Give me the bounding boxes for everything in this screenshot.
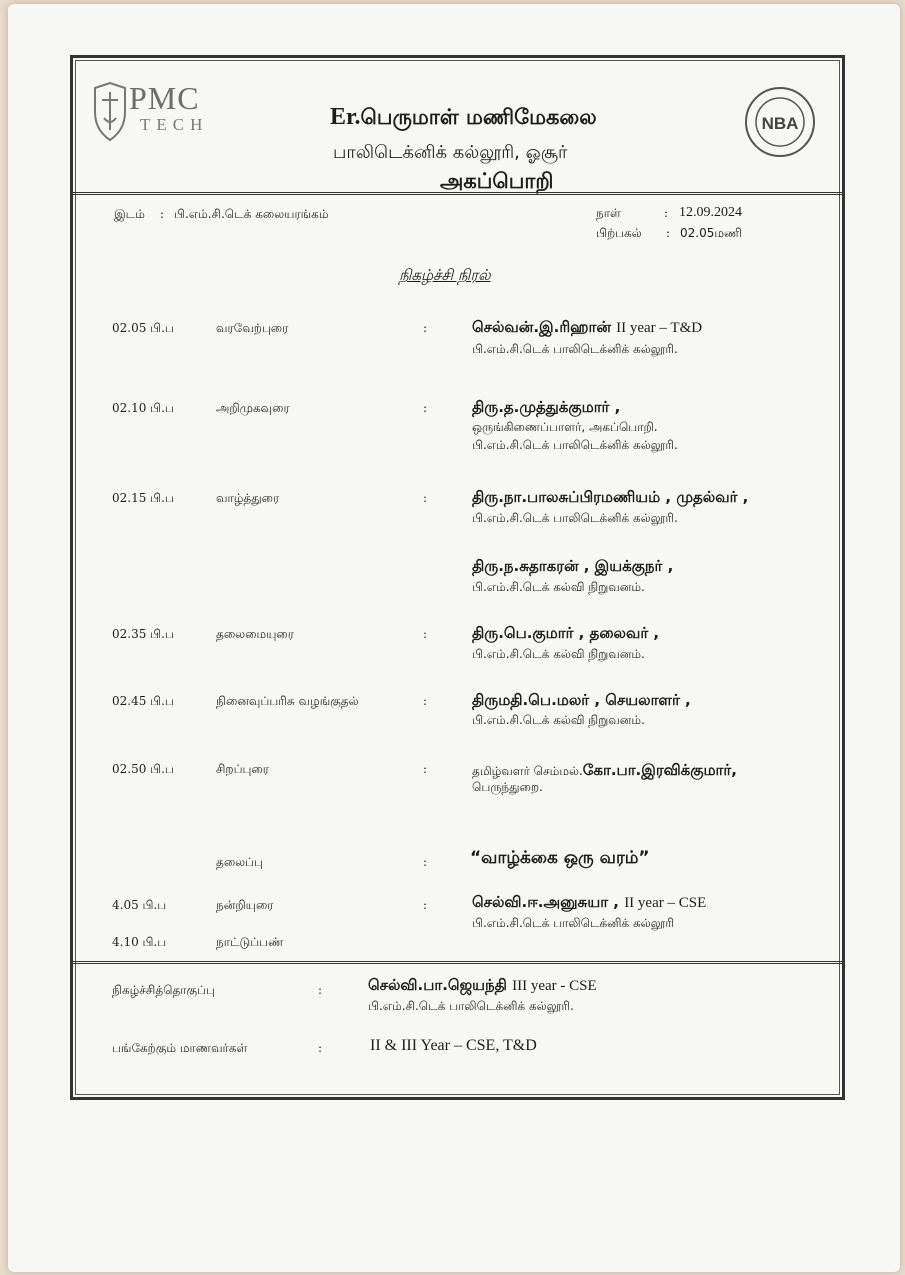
row7-sep: :: [423, 762, 428, 776]
footer-divider: [73, 961, 842, 964]
row1-item: வரவேற்புரை: [216, 321, 289, 335]
compere-name: [368, 976, 597, 996]
row5-line1: பி.எம்.சி.டெக் கல்வி நிறுவனம்.: [472, 647, 645, 661]
row2-item: அறிமுகவுரை: [216, 401, 290, 415]
time-sep: :: [666, 226, 671, 240]
college-name: பெருமாள் மணிமேகலை: [360, 105, 597, 129]
row3-time: 02.15 பி.ப: [112, 491, 174, 505]
row7-line1: பெருந்துறை.: [472, 780, 543, 794]
venue-value: பி.எம்.சி.டெக் கலையரங்கம்: [174, 207, 329, 221]
college-name-line2: பாலிடெக்னிக் கல்லூரி, ஓசூர்: [333, 142, 568, 163]
row5-name: திரு.பெ.குமார் , தலைவர் ,: [472, 624, 660, 642]
header-divider: [73, 192, 842, 195]
compere-extra: III year - CSE: [512, 978, 597, 994]
row6-time: 02.45 பி.ப: [112, 694, 174, 708]
date-value: 12.09.2024: [679, 205, 742, 220]
row6-sep: :: [423, 694, 428, 708]
row6-item: நினைவுப்பரிசு வழங்குதல்: [216, 694, 359, 708]
venue-label: இடம்: [114, 207, 145, 221]
row2-line1: ஒருங்கிணைப்பாளர், அகப்பொறி.: [472, 420, 658, 434]
row5-item: தலைமையுரை: [216, 627, 294, 641]
row4-line1: பி.எம்.சி.டெக் கல்வி நிறுவனம்.: [472, 580, 645, 594]
row6-name: திருமதி.பெ.மலர் , செயலாளர் ,: [472, 691, 691, 709]
event-name: அகப்பொறி: [440, 169, 554, 193]
time-value: 02.05மணி: [680, 226, 742, 240]
row8-name-text: செல்வி.ஈ.அனுசுயா ,: [472, 893, 619, 911]
row8-item: நன்றியுரை: [216, 898, 274, 912]
row2-line2: பி.எம்.சி.டெக் பாலிடெக்னிக் கல்லூரி.: [472, 438, 678, 452]
date-label: நாள்: [596, 206, 621, 220]
college-prefix: Er.: [330, 104, 361, 130]
row7-name-text: கோ.பா.இரவிக்குமார்,: [582, 761, 737, 779]
row2-name: திரு.த.முத்துக்குமார் ,: [472, 398, 621, 416]
row1-name-text: செல்வன்.இ.ரிஹான்: [472, 318, 611, 336]
row8-sep: :: [423, 898, 428, 912]
compere-line: பி.எம்.சி.டெக் பாலிடெக்னிக் கல்லூரி.: [368, 999, 574, 1013]
row1-name: [472, 318, 702, 338]
row1-time: 02.05 பி.ப: [112, 321, 174, 335]
logo-text: PMC: [129, 80, 200, 116]
college-name-line1: [330, 104, 597, 132]
shield-icon: [92, 82, 128, 144]
row7-name-prefix: தமிழ்வளர் செம்மல்.: [472, 764, 583, 778]
row5-time: 02.35 பி.ப: [112, 627, 174, 641]
logo-subtext: TECH: [140, 115, 209, 134]
row8-line1: பி.எம்.சி.டெக் பாலிடெக்னிக் கல்லூரி: [472, 916, 674, 930]
nba-logo-text: NBA: [761, 114, 799, 133]
row7-item: சிறப்புரை: [216, 762, 269, 776]
row9-time: 4.10 பி.ப: [112, 935, 167, 949]
row8-time: 4.05 பி.ப: [112, 898, 167, 912]
topic-sep: :: [423, 855, 428, 869]
row5-sep: :: [423, 627, 428, 641]
row3-name: திரு.நா.பாலசுப்பிரமணியம் , முதல்வர் ,: [472, 488, 749, 506]
row3-line1: பி.எம்.சி.டெக் பாலிடெக்னிக் கல்லூரி.: [472, 511, 678, 525]
row2-time: 02.10 பி.ப: [112, 401, 174, 415]
pmc-tech-logo: [92, 80, 227, 142]
row1-line1: பி.எம்.சி.டெக் பாலிடெக்னிக் கல்லூரி.: [472, 342, 678, 356]
participants-sep: :: [318, 1041, 323, 1055]
date-sep: :: [664, 206, 669, 220]
row8-name-extra: II year – CSE: [624, 895, 707, 911]
row3-item: வாழ்த்துரை: [216, 491, 280, 505]
participants-label: பங்கேற்கும் மாணவர்கள்: [112, 1041, 248, 1055]
row1-sep: :: [423, 321, 428, 335]
topic-value: “வாழ்க்கை ஒரு வரம்”: [470, 848, 650, 868]
row7-time: 02.50 பி.ப: [112, 762, 174, 776]
participants-value: II & III Year – CSE, T&D: [370, 1037, 537, 1054]
topic-label: தலைப்பு: [216, 855, 263, 869]
nba-accreditation-logo: [744, 86, 816, 158]
venue-sep: :: [160, 207, 165, 221]
row4-name: திரு.ந.சுதாகரன் , இயக்குநர் ,: [472, 557, 674, 575]
row7-name: [472, 760, 737, 781]
row6-line1: பி.எம்.சி.டெக் கல்வி நிறுவனம்.: [472, 713, 645, 727]
compere-sep: :: [318, 983, 323, 997]
row8-name: [472, 893, 706, 913]
time-label: பிற்பகல்: [596, 226, 642, 240]
compere-name-text: செல்வி.பா.ஜெயந்தி: [368, 976, 507, 994]
row3-sep: :: [423, 491, 428, 505]
row9-item: நாட்டுப்பண்: [216, 935, 284, 949]
compere-label: நிகழ்ச்சித்தொகுப்பு: [112, 983, 216, 997]
program-title: நிகழ்ச்சி நிரல்: [399, 266, 491, 284]
row2-sep: :: [423, 401, 428, 415]
row1-name-extra: II year – T&D: [616, 320, 703, 336]
